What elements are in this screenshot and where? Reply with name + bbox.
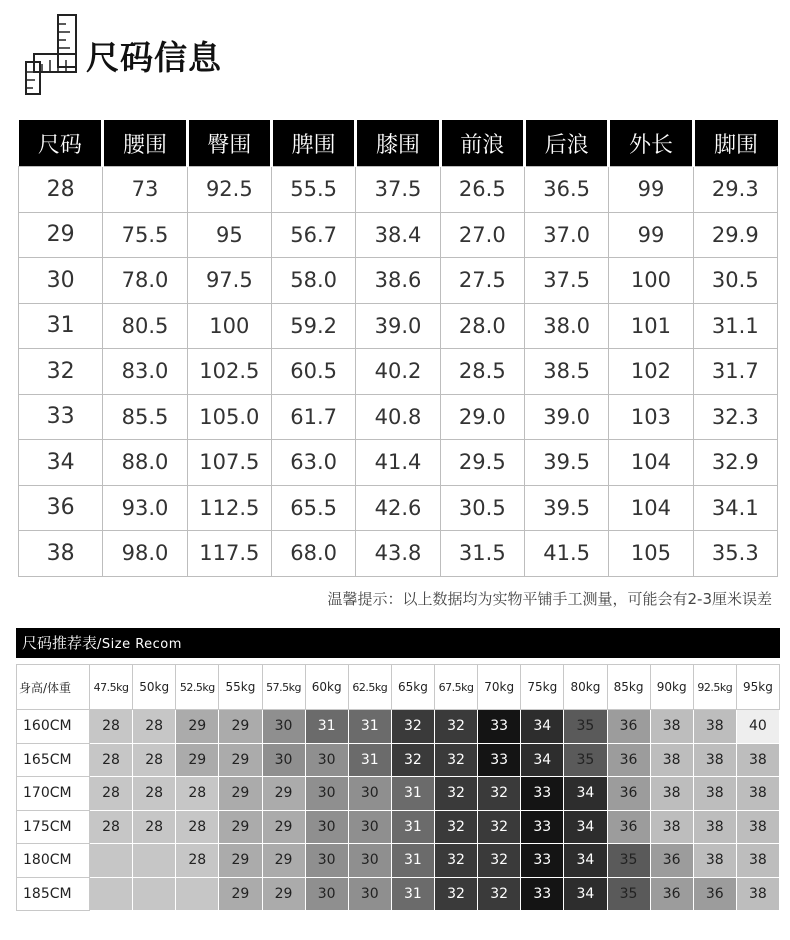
size-cell: 36 bbox=[693, 877, 736, 911]
size-cell: 31 bbox=[391, 877, 434, 911]
table-cell: 31.7 bbox=[693, 349, 777, 395]
weight-header: 70kg bbox=[478, 665, 521, 710]
table-cell: 34 bbox=[19, 440, 103, 486]
table-row bbox=[17, 743, 780, 777]
table-cell: 105.0 bbox=[187, 394, 271, 440]
size-cell: 38 bbox=[736, 877, 779, 911]
size-cell: 29 bbox=[176, 743, 219, 777]
table-cell: 37.5 bbox=[356, 167, 440, 213]
section-header bbox=[22, 14, 422, 96]
size-cell: 34 bbox=[564, 877, 607, 911]
height-label: 185CM bbox=[17, 877, 90, 911]
size-cell: 38 bbox=[693, 810, 736, 844]
table-cell: 29.5 bbox=[440, 440, 524, 486]
size-cell: 30 bbox=[348, 844, 391, 878]
weight-header: 60kg bbox=[305, 665, 348, 710]
table-cell: 39.0 bbox=[356, 303, 440, 349]
size-cell: 32 bbox=[478, 810, 521, 844]
size-cell: 30 bbox=[262, 743, 305, 777]
table-cell: 95 bbox=[187, 212, 271, 258]
column-header: 膝围 bbox=[356, 120, 440, 167]
size-cell: 30 bbox=[305, 844, 348, 878]
size-cell: 32 bbox=[391, 710, 434, 744]
size-cell: 31 bbox=[348, 710, 391, 744]
table-cell: 93.0 bbox=[103, 485, 187, 531]
size-cell: 28 bbox=[90, 743, 133, 777]
table-cell: 32.9 bbox=[693, 440, 777, 486]
size-cell: 28 bbox=[133, 810, 176, 844]
size-cell: 38 bbox=[736, 743, 779, 777]
table-row bbox=[17, 710, 780, 744]
table-cell: 30.5 bbox=[693, 258, 777, 304]
size-cell: 33 bbox=[521, 810, 564, 844]
table-row bbox=[17, 844, 780, 878]
size-cell: 32 bbox=[435, 810, 478, 844]
weight-header: 55kg bbox=[219, 665, 262, 710]
size-cell: 29 bbox=[219, 844, 262, 878]
table-cell: 55.5 bbox=[271, 167, 355, 213]
ruler-icon bbox=[22, 14, 80, 96]
size-cell: 30 bbox=[262, 710, 305, 744]
weight-header: 67.5kg bbox=[435, 665, 478, 710]
size-cell: 29 bbox=[219, 810, 262, 844]
table-cell: 63.0 bbox=[271, 440, 355, 486]
table-cell: 28.5 bbox=[440, 349, 524, 395]
column-header: 外长 bbox=[609, 120, 693, 167]
table-cell: 36.5 bbox=[524, 167, 608, 213]
weight-header: 47.5kg bbox=[90, 665, 133, 710]
size-cell: 34 bbox=[564, 844, 607, 878]
table-cell: 105 bbox=[609, 531, 693, 577]
table-cell: 103 bbox=[609, 394, 693, 440]
table-row bbox=[19, 531, 778, 577]
size-cell: 33 bbox=[521, 877, 564, 911]
table-cell: 104 bbox=[609, 485, 693, 531]
table-cell: 32.3 bbox=[693, 394, 777, 440]
table-row bbox=[19, 349, 778, 395]
size-cell: 32 bbox=[435, 743, 478, 777]
size-cell: 34 bbox=[564, 777, 607, 811]
size-cell: 38 bbox=[693, 844, 736, 878]
table-cell: 29.9 bbox=[693, 212, 777, 258]
table-cell: 61.7 bbox=[271, 394, 355, 440]
weight-header: 90kg bbox=[650, 665, 693, 710]
table-cell: 38.6 bbox=[356, 258, 440, 304]
table-cell: 26.5 bbox=[440, 167, 524, 213]
corner-label: 身高/体重 bbox=[17, 665, 90, 710]
size-cell: 29 bbox=[219, 877, 262, 911]
size-cell: 32 bbox=[435, 844, 478, 878]
table-cell: 65.5 bbox=[271, 485, 355, 531]
size-cell: 30 bbox=[305, 777, 348, 811]
size-cell: 31 bbox=[348, 743, 391, 777]
size-cell: 28 bbox=[176, 844, 219, 878]
size-cell: 30 bbox=[305, 743, 348, 777]
size-cell: 32 bbox=[435, 777, 478, 811]
table-cell: 56.7 bbox=[271, 212, 355, 258]
table-cell: 104 bbox=[609, 440, 693, 486]
table-row bbox=[17, 877, 780, 911]
size-cell bbox=[133, 877, 176, 911]
height-label: 160CM bbox=[17, 710, 90, 744]
table-cell: 29.0 bbox=[440, 394, 524, 440]
size-cell: 29 bbox=[262, 810, 305, 844]
table-row bbox=[17, 810, 780, 844]
size-cell: 38 bbox=[650, 777, 693, 811]
table-cell: 100 bbox=[187, 303, 271, 349]
size-cell: 29 bbox=[176, 710, 219, 744]
size-cell: 30 bbox=[348, 810, 391, 844]
size-cell: 38 bbox=[736, 844, 779, 878]
table-cell: 27.0 bbox=[440, 212, 524, 258]
size-cell: 35 bbox=[607, 877, 650, 911]
table-cell: 38.4 bbox=[356, 212, 440, 258]
height-label: 165CM bbox=[17, 743, 90, 777]
table-cell: 100 bbox=[609, 258, 693, 304]
table-row bbox=[19, 485, 778, 531]
table-cell: 40.2 bbox=[356, 349, 440, 395]
size-cell: 38 bbox=[693, 710, 736, 744]
table-row bbox=[19, 167, 778, 213]
measurement-tip: 温馨提示：以上数据均为实物平铺手工测量，可能会有2-3厘米误差 bbox=[327, 590, 772, 608]
table-cell: 37.5 bbox=[524, 258, 608, 304]
column-header: 脾围 bbox=[271, 120, 355, 167]
size-cell: 38 bbox=[693, 777, 736, 811]
table-cell: 37.0 bbox=[524, 212, 608, 258]
table-row bbox=[19, 440, 778, 486]
size-cell: 40 bbox=[736, 710, 779, 744]
table-cell: 107.5 bbox=[187, 440, 271, 486]
table-cell: 38 bbox=[19, 531, 103, 577]
table-cell: 73 bbox=[103, 167, 187, 213]
size-cell: 34 bbox=[521, 743, 564, 777]
weight-header: 62.5kg bbox=[348, 665, 391, 710]
size-cell: 28 bbox=[90, 810, 133, 844]
table-cell: 41.4 bbox=[356, 440, 440, 486]
table-cell: 38.0 bbox=[524, 303, 608, 349]
recommend-title-bar bbox=[16, 628, 780, 658]
size-cell: 29 bbox=[219, 743, 262, 777]
weight-header: 65kg bbox=[391, 665, 434, 710]
size-recommend-section bbox=[16, 628, 780, 911]
weight-header: 80kg bbox=[564, 665, 607, 710]
table-row bbox=[19, 303, 778, 349]
size-cell: 36 bbox=[607, 743, 650, 777]
size-cell: 38 bbox=[650, 743, 693, 777]
size-cell: 38 bbox=[650, 810, 693, 844]
size-cell: 28 bbox=[133, 743, 176, 777]
size-cell bbox=[90, 844, 133, 878]
table-cell: 31 bbox=[19, 303, 103, 349]
size-cell: 31 bbox=[391, 844, 434, 878]
size-info-table bbox=[18, 120, 778, 577]
size-cell: 34 bbox=[564, 810, 607, 844]
table-cell: 102.5 bbox=[187, 349, 271, 395]
column-header: 尺码 bbox=[19, 120, 103, 167]
table-cell: 92.5 bbox=[187, 167, 271, 213]
column-header: 腰围 bbox=[103, 120, 187, 167]
size-cell: 28 bbox=[133, 777, 176, 811]
table-cell: 75.5 bbox=[103, 212, 187, 258]
weight-header: 75kg bbox=[521, 665, 564, 710]
table-cell: 40.8 bbox=[356, 394, 440, 440]
size-cell: 35 bbox=[564, 743, 607, 777]
table-cell: 34.1 bbox=[693, 485, 777, 531]
table-cell: 60.5 bbox=[271, 349, 355, 395]
size-cell: 38 bbox=[736, 810, 779, 844]
size-cell: 32 bbox=[478, 844, 521, 878]
size-cell: 30 bbox=[305, 877, 348, 911]
table-cell: 58.0 bbox=[271, 258, 355, 304]
size-cell: 36 bbox=[607, 777, 650, 811]
column-header: 脚围 bbox=[693, 120, 777, 167]
weight-header: 50kg bbox=[133, 665, 176, 710]
table-row bbox=[19, 394, 778, 440]
table-cell: 102 bbox=[609, 349, 693, 395]
size-cell: 30 bbox=[305, 810, 348, 844]
table-cell: 31.1 bbox=[693, 303, 777, 349]
size-cell bbox=[176, 877, 219, 911]
page-title: 尺码信息 bbox=[86, 38, 222, 77]
size-cell: 35 bbox=[607, 844, 650, 878]
table-cell: 39.5 bbox=[524, 440, 608, 486]
table-cell: 99 bbox=[609, 212, 693, 258]
size-cell: 28 bbox=[90, 710, 133, 744]
size-cell: 31 bbox=[391, 810, 434, 844]
table-cell: 43.8 bbox=[356, 531, 440, 577]
size-cell bbox=[133, 844, 176, 878]
size-cell: 33 bbox=[478, 710, 521, 744]
size-cell: 32 bbox=[478, 877, 521, 911]
size-cell: 33 bbox=[521, 777, 564, 811]
size-cell: 36 bbox=[607, 710, 650, 744]
table-cell: 29 bbox=[19, 212, 103, 258]
size-cell: 31 bbox=[305, 710, 348, 744]
size-cell: 35 bbox=[564, 710, 607, 744]
table-cell: 33 bbox=[19, 394, 103, 440]
size-cell: 30 bbox=[348, 777, 391, 811]
weight-header: 92.5kg bbox=[693, 665, 736, 710]
table-cell: 99 bbox=[609, 167, 693, 213]
table-cell: 30.5 bbox=[440, 485, 524, 531]
table-cell: 88.0 bbox=[103, 440, 187, 486]
recommend-title: 尺码推荐表 bbox=[22, 634, 98, 652]
size-cell: 28 bbox=[176, 810, 219, 844]
table-cell: 112.5 bbox=[187, 485, 271, 531]
table-cell: 98.0 bbox=[103, 531, 187, 577]
table-cell: 29.3 bbox=[693, 167, 777, 213]
table-row bbox=[17, 777, 780, 811]
table-cell: 78.0 bbox=[103, 258, 187, 304]
size-cell: 30 bbox=[348, 877, 391, 911]
recommend-subtitle: /Size Recom bbox=[97, 637, 182, 652]
table-cell: 68.0 bbox=[271, 531, 355, 577]
table-cell: 28 bbox=[19, 167, 103, 213]
size-cell: 32 bbox=[435, 877, 478, 911]
size-cell: 29 bbox=[262, 844, 305, 878]
size-cell: 33 bbox=[521, 844, 564, 878]
size-cell bbox=[90, 877, 133, 911]
table-cell: 31.5 bbox=[440, 531, 524, 577]
size-cell: 29 bbox=[219, 777, 262, 811]
size-cell: 36 bbox=[607, 810, 650, 844]
size-cell: 33 bbox=[478, 743, 521, 777]
table-cell: 30 bbox=[19, 258, 103, 304]
size-cell: 38 bbox=[650, 710, 693, 744]
height-label: 175CM bbox=[17, 810, 90, 844]
table-cell: 39.0 bbox=[524, 394, 608, 440]
size-cell: 32 bbox=[435, 710, 478, 744]
size-cell: 28 bbox=[133, 710, 176, 744]
size-cell: 34 bbox=[521, 710, 564, 744]
table-cell: 83.0 bbox=[103, 349, 187, 395]
recommend-table-header bbox=[17, 665, 780, 710]
size-cell: 29 bbox=[262, 877, 305, 911]
weight-header: 85kg bbox=[607, 665, 650, 710]
size-table-header bbox=[19, 120, 778, 167]
weight-header: 57.5kg bbox=[262, 665, 305, 710]
size-cell: 29 bbox=[262, 777, 305, 811]
weight-header: 52.5kg bbox=[176, 665, 219, 710]
table-row bbox=[19, 258, 778, 304]
size-cell: 36 bbox=[650, 877, 693, 911]
size-cell: 28 bbox=[176, 777, 219, 811]
size-cell: 32 bbox=[478, 777, 521, 811]
size-cell: 28 bbox=[90, 777, 133, 811]
table-cell: 117.5 bbox=[187, 531, 271, 577]
table-cell: 80.5 bbox=[103, 303, 187, 349]
size-cell: 38 bbox=[693, 743, 736, 777]
table-cell: 101 bbox=[609, 303, 693, 349]
table-cell: 28.0 bbox=[440, 303, 524, 349]
size-cell: 29 bbox=[219, 710, 262, 744]
table-cell: 38.5 bbox=[524, 349, 608, 395]
height-label: 170CM bbox=[17, 777, 90, 811]
size-cell: 32 bbox=[391, 743, 434, 777]
table-cell: 85.5 bbox=[103, 394, 187, 440]
table-cell: 42.6 bbox=[356, 485, 440, 531]
size-cell: 38 bbox=[736, 777, 779, 811]
table-row bbox=[19, 212, 778, 258]
size-recommend-table bbox=[16, 664, 780, 911]
column-header: 臀围 bbox=[187, 120, 271, 167]
weight-header: 95kg bbox=[736, 665, 779, 710]
table-cell: 36 bbox=[19, 485, 103, 531]
table-cell: 32 bbox=[19, 349, 103, 395]
table-cell: 35.3 bbox=[693, 531, 777, 577]
column-header: 后浪 bbox=[524, 120, 608, 167]
table-cell: 59.2 bbox=[271, 303, 355, 349]
height-label: 180CM bbox=[17, 844, 90, 878]
table-cell: 27.5 bbox=[440, 258, 524, 304]
table-cell: 97.5 bbox=[187, 258, 271, 304]
table-cell: 39.5 bbox=[524, 485, 608, 531]
size-cell: 36 bbox=[650, 844, 693, 878]
table-cell: 41.5 bbox=[524, 531, 608, 577]
size-cell: 31 bbox=[391, 777, 434, 811]
column-header: 前浪 bbox=[440, 120, 524, 167]
